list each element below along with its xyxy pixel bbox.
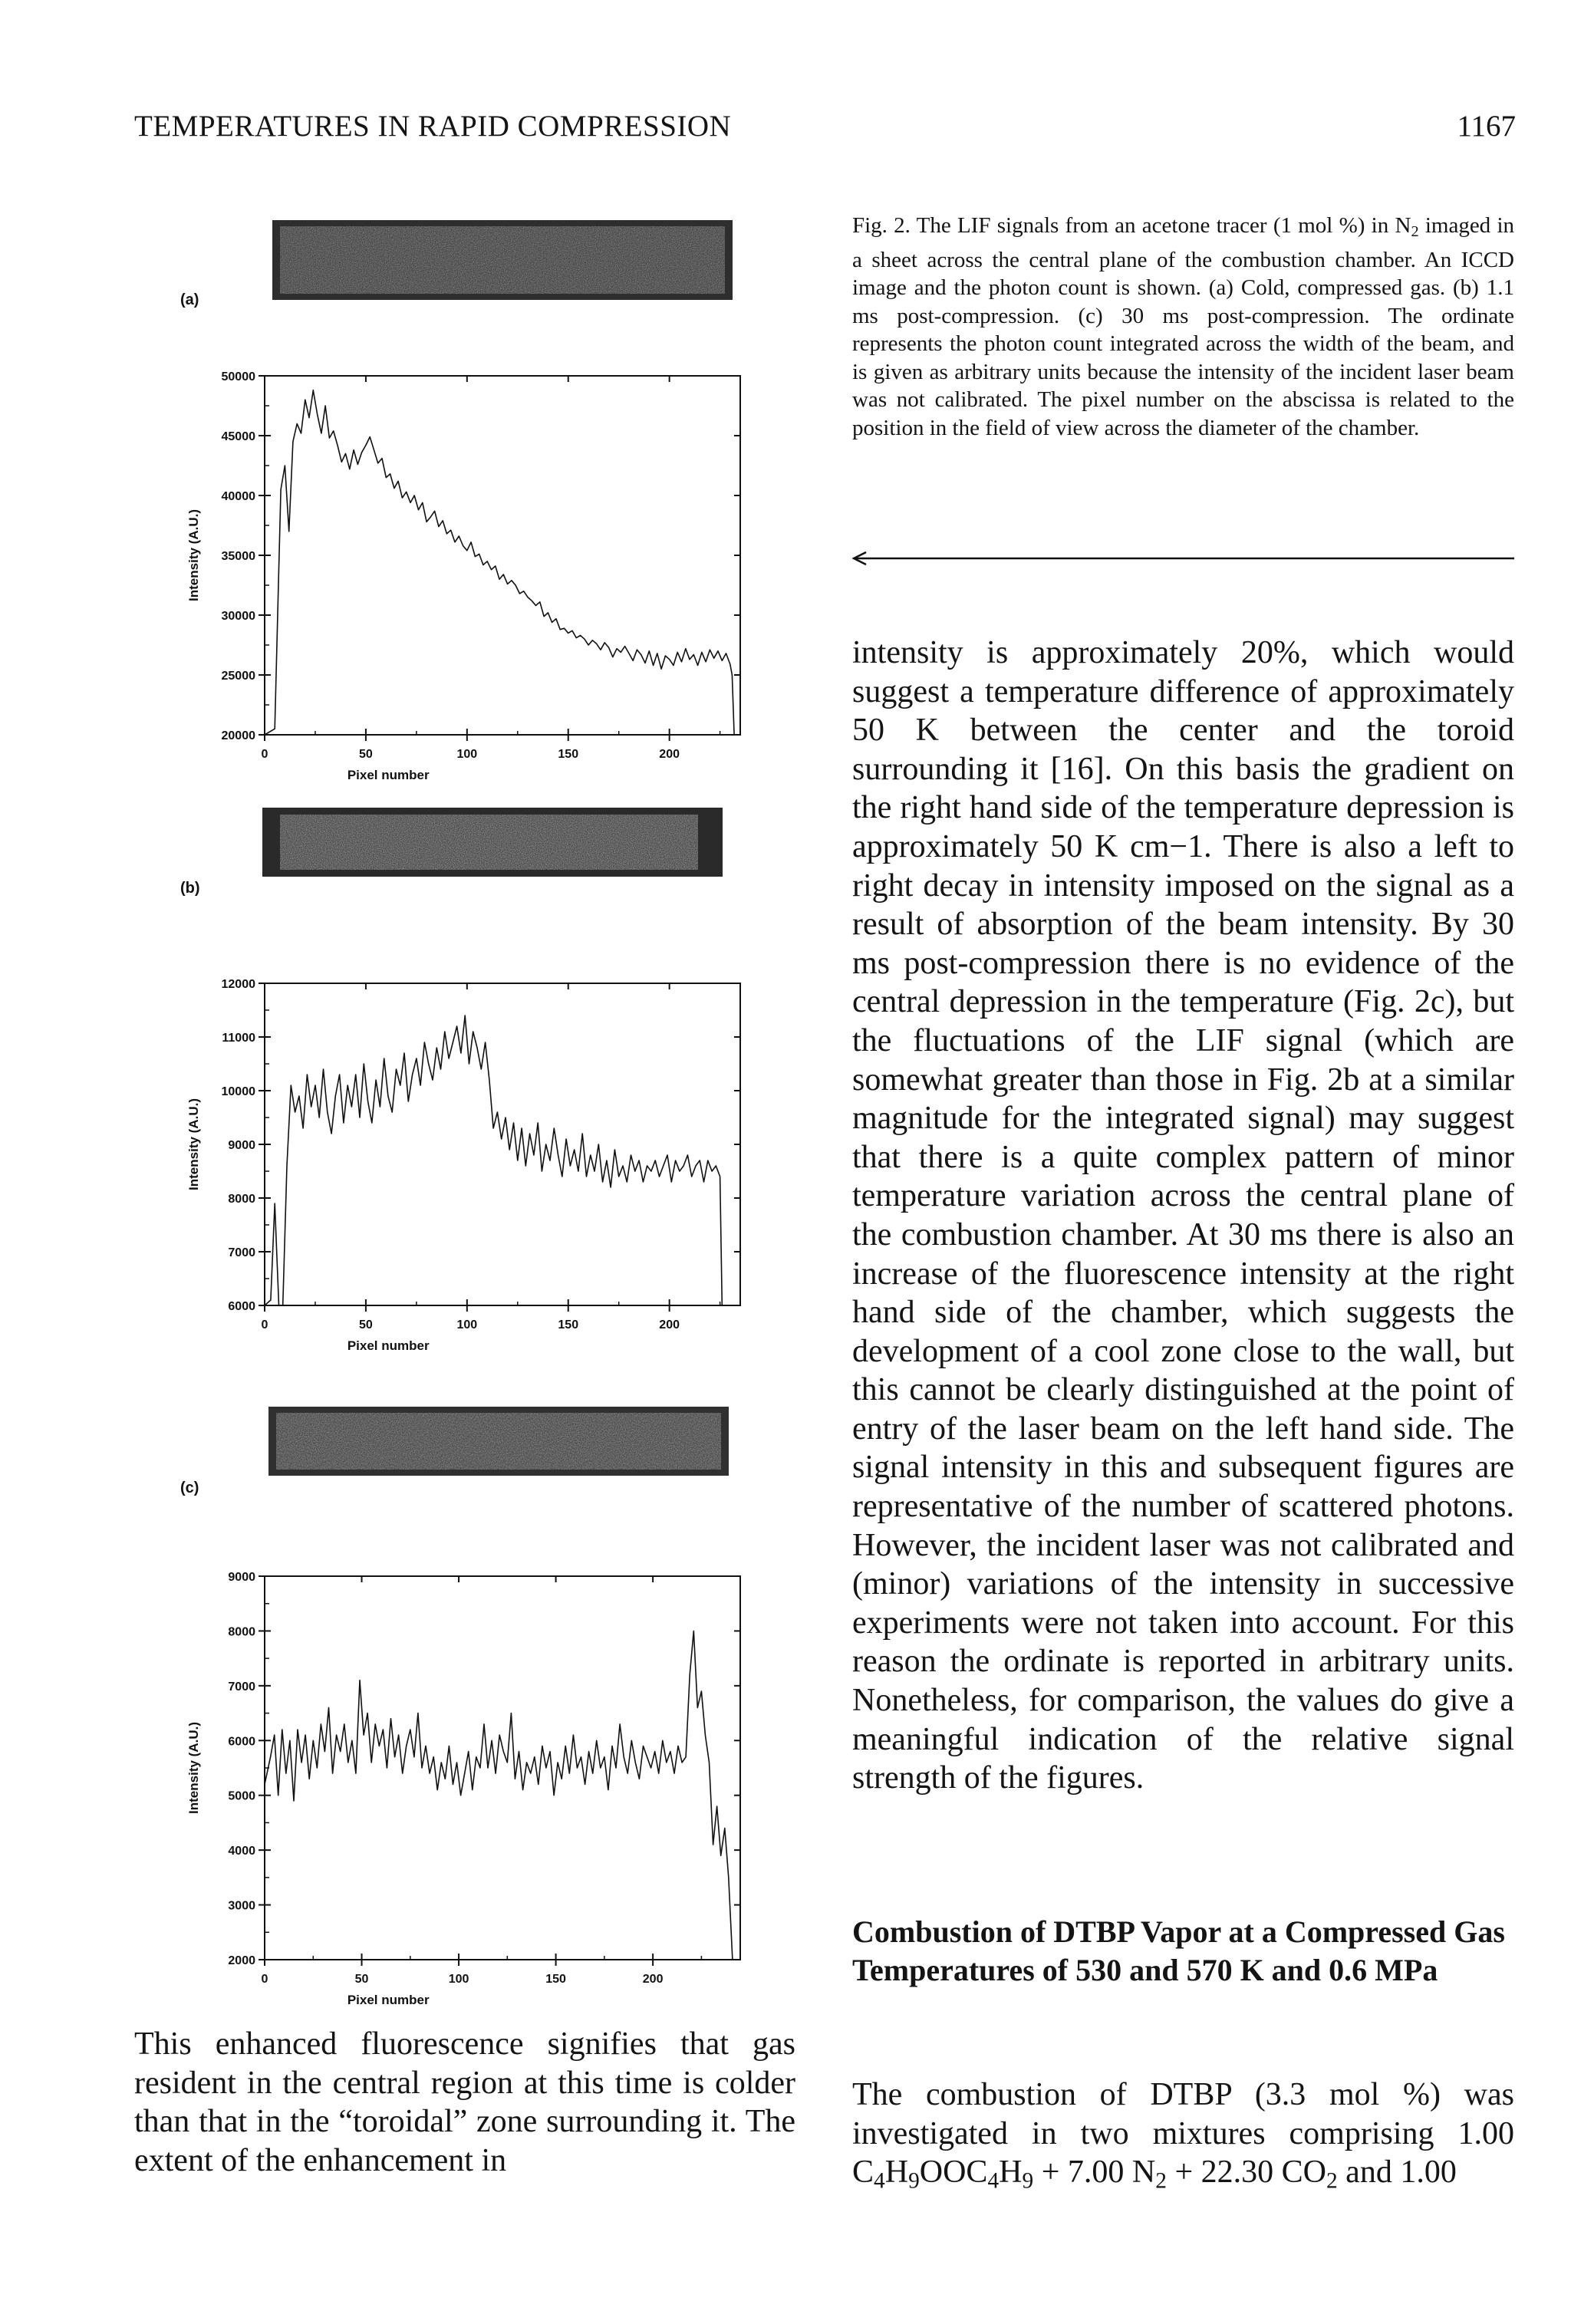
- body-paragraph-left: This enhanced fluorescence signifies that gas resident in the central region at this time is colder than that in the “toroidal” zone surrounding it. The extent of the enhancement in: [134, 2026, 795, 2178]
- y-tick-label: 5000: [228, 1789, 255, 1803]
- x-tick-label: 150: [558, 1318, 579, 1332]
- y-tick-label: 30000: [221, 610, 255, 623]
- x-tick-label: 0: [261, 748, 268, 761]
- plot-frame: [265, 1576, 740, 1960]
- formula-text: OOC: [919, 2154, 988, 2191]
- formula-sub: 9: [908, 2168, 920, 2194]
- formula-sub: 2: [1155, 2168, 1167, 2194]
- y-tick-label: 7000: [228, 1680, 255, 1694]
- x-axis-title: Pixel number: [347, 768, 430, 782]
- x-tick-label: 200: [659, 748, 680, 761]
- x-tick-label: 100: [456, 1318, 478, 1332]
- x-tick-label: 150: [558, 748, 579, 761]
- running-head: TEMPERATURES IN RAPID COMPRESSION: [134, 110, 732, 143]
- y-tick-label: 4000: [228, 1845, 255, 1858]
- formula-text: H: [884, 2154, 909, 2191]
- y-tick-label: 9000: [228, 1139, 255, 1152]
- series-line: [265, 390, 734, 735]
- y-tick-label: 35000: [221, 550, 255, 563]
- caption-rest: imaged in a sheet across the central plane of the combustion chamber. An ICCD image and the photon count is shown. (a) Cold, compressed gas. (b) 1.1 ms post-compression. (c) 30 ms post-compression. The ordinate represents the photon count integrated across the width of the beam, and is given as arbitrary units because the intensity of the incident laser beam was not calibrated. The pixel number on the abscissa is related to the position in the field of view across the diameter of the chamber.: [852, 213, 1514, 440]
- y-tick-label: 25000: [221, 670, 255, 683]
- x-tick-label: 150: [545, 1973, 566, 1986]
- formula-sub: 2: [1326, 2168, 1338, 2194]
- y-tick-label: 20000: [221, 729, 255, 742]
- y-tick-label: 2000: [228, 1954, 255, 1967]
- y-tick-label: 3000: [228, 1899, 255, 1913]
- x-tick-label: 0: [261, 1318, 268, 1332]
- plot-frame: [265, 983, 740, 1305]
- figure-panel-a: [176, 207, 759, 790]
- panel-label-a: (a): [180, 291, 199, 308]
- x-tick-label: 200: [642, 1973, 664, 1986]
- series-line: [265, 1016, 722, 1305]
- series-line: [265, 1631, 740, 1960]
- formula-text: + 7.00 N: [1033, 2154, 1156, 2191]
- figure-panel-c: [176, 1404, 759, 2010]
- y-axis-title: Intensity (A.U.): [186, 1098, 201, 1190]
- x-tick-label: 100: [456, 748, 478, 761]
- x-tick-label: 50: [359, 748, 373, 761]
- formula-text: H: [999, 2154, 1023, 2191]
- y-tick-label: 11000: [222, 1032, 255, 1045]
- y-tick-label: 8000: [228, 1625, 255, 1639]
- figure-panel-b: [176, 805, 759, 1381]
- y-tick-label: 9000: [228, 1571, 255, 1584]
- formula-sub: 4: [987, 2168, 1000, 2194]
- page-number: 1167: [1457, 110, 1516, 143]
- x-tick-label: 0: [261, 1973, 268, 1986]
- y-axis-title: Intensity (A.U.): [186, 509, 201, 601]
- y-tick-label: 8000: [228, 1193, 255, 1206]
- formula-sub: 4: [874, 2168, 885, 2194]
- body-paragraph-right: intensity is approximately 20%, which would suggest a temperature difference of approximately 50 K between the center and the toroid surrounding it [16]. On this basis the gradient on the right hand side of the temperature depression is approximately 50 K cm−1. There is also a left to right decay in intensity imposed on the signal as a result of absorption of the beam intensity. By 30 ms post-compression there is no evidence of the central depression in the temperature (Fig. 2c), but the fluctuations of the LIF signal (which are somewhat greater than those in Fig. 2b at a similar magnitude for the integrated signal) may suggest that there is a quite complex pattern of minor temperature variation across the central plane of the combustion chamber. At 30 ms there is also an increase of the fluorescence intensity at the right hand side of the chamber, which suggests the development of a cool zone close to the wall, but this cannot be clearly distinguished at the point of entry of the laser beam on the left hand side. The signal intensity in this and subsequent figures are representative of the number of scattered photons. However, the incident laser was not calibrated and (minor) variations of the intensity in successive experiments were not taken into account. For this reason the ordinate is reported in arbitrary units. Nonetheless, for comparison, the values do give a meaningful indication of the relative signal strength of the figures.: [852, 635, 1514, 1796]
- formula-text: and 1.00: [1337, 2154, 1457, 2191]
- section-heading: Combustion of DTBP Vapor at a Compressed Gas Temperatures of 530 and 570 K and 0.6 MPa: [852, 1914, 1505, 1987]
- figure-caption: [852, 212, 1514, 442]
- x-tick-label: 200: [659, 1318, 680, 1332]
- y-tick-label: 50000: [221, 370, 255, 383]
- body-paragraph-right-2: [852, 2075, 1514, 2201]
- x-axis-title: Pixel number: [347, 1993, 430, 2007]
- x-tick-label: 50: [359, 1318, 373, 1332]
- caption-arrow-rule: [852, 549, 1514, 568]
- y-axis-title: Intensity (A.U.): [186, 1722, 201, 1814]
- plot-frame: [265, 376, 740, 735]
- formula-text: The combustion of DTBP (3.3 mol %) was investigated in two mixtures comprising 1.00 C: [852, 2077, 1514, 2191]
- formula-text: + 22.30 CO: [1166, 2154, 1326, 2191]
- formula-sub: 9: [1022, 2168, 1034, 2194]
- y-tick-label: 7000: [228, 1246, 255, 1259]
- panel-label-c: (c): [180, 1480, 199, 1496]
- y-tick-label: 40000: [221, 490, 255, 503]
- y-tick-label: 10000: [221, 1085, 255, 1098]
- y-tick-label: 6000: [228, 1300, 255, 1313]
- y-tick-label: 45000: [221, 430, 255, 443]
- x-tick-label: 100: [448, 1973, 469, 1986]
- caption-intro: Fig. 2. The LIF signals from an acetone tracer (1 mol %) in N: [852, 213, 1411, 238]
- panel-label-b: (b): [180, 880, 200, 897]
- caption-subscript: 2: [1411, 223, 1419, 241]
- y-tick-label: 6000: [228, 1735, 255, 1749]
- x-tick-label: 50: [354, 1973, 369, 1986]
- y-tick-label: 12000: [221, 978, 255, 991]
- x-axis-title: Pixel number: [347, 1338, 430, 1353]
